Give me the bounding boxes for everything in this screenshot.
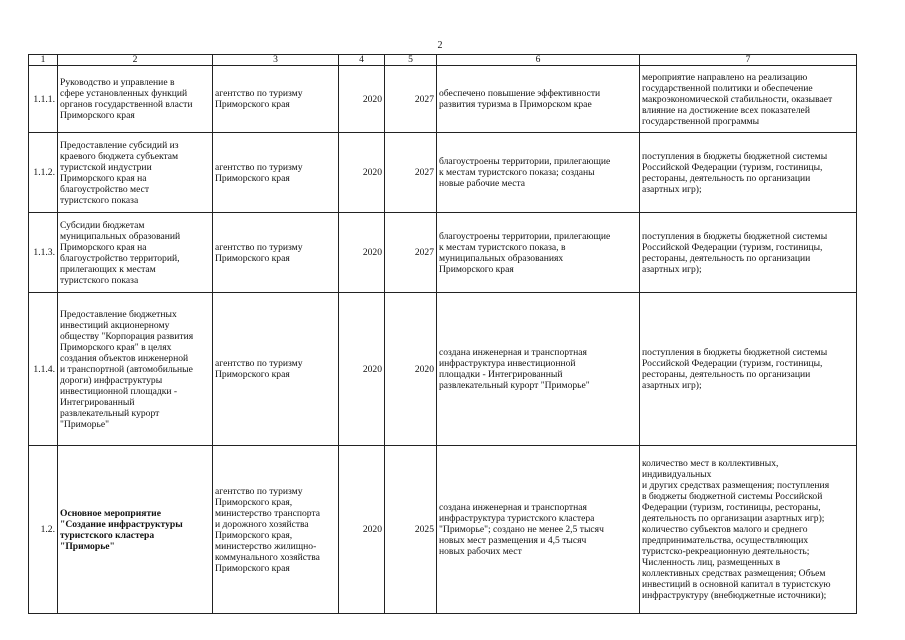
indicators: поступления в бюджеты бюджетной системы Российской Федерации (туризм, гостиницы, рестораны, деятельность по организации азартных игр); (640, 293, 857, 446)
expected-result: обеспечено повышение эффективности развития туризма в Приморском крае (437, 66, 640, 133)
executor: агентство по туризму Приморского края (213, 66, 339, 133)
indicators: поступления в бюджеты бюджетной системы Российской Федерации (туризм, гостиницы, рестораны, деятельность по организации азартных игр); (640, 213, 857, 293)
activity-name: Предоставление субсидий из краевого бюджета субъектам туристской индустрии Приморского края на благоустройство мест туристского показа (58, 133, 213, 213)
col-header-5: 5 (385, 55, 437, 66)
start-year: 2020 (339, 66, 385, 133)
activities-table (28, 54, 857, 614)
row-code: 1.1.2. (29, 133, 58, 213)
start-year: 2020 (339, 446, 385, 614)
row-code: 1.1.3. (29, 213, 58, 293)
page-number: 2 (437, 40, 443, 51)
activity-name: Основное мероприятие "Создание инфраструктуры туристского кластера "Приморье" (58, 446, 213, 614)
table-row (29, 293, 857, 446)
col-header-2: 2 (58, 55, 213, 66)
indicators: мероприятие направлено на реализацию государственной политики и обеспечение макроэкономической стабильности, оказывает влияние на достижение всех показателей государственной программы (640, 66, 857, 133)
activity-name: Руководство и управление в сфере установленных функций органов государственной власти Приморского края (58, 66, 213, 133)
expected-result: благоустроены территории, прилегающие к местам туристского показа; созданы новые рабочие места (437, 133, 640, 213)
indicators: поступления в бюджеты бюджетной системы Российской Федерации (туризм, гостиницы, рестораны, деятельность по организации азартных игр); (640, 133, 857, 213)
end-year: 2027 (385, 213, 437, 293)
executor: агентство по туризму Приморского края (213, 293, 339, 446)
end-year: 2027 (385, 133, 437, 213)
expected-result: создана инженерная и транспортная инфраструктура туристского кластера "Приморье"; создано не менее 2,5 тысяч новых мест размещения и 4,5 тысяч новых рабочих мест (437, 446, 640, 614)
start-year: 2020 (339, 213, 385, 293)
table-row (29, 213, 857, 293)
row-code: 1.1.1. (29, 66, 58, 133)
start-year: 2020 (339, 293, 385, 446)
expected-result: создана инженерная и транспортная инфраструктура инвестиционной площадки - Интегрированный развлекательный курорт "Приморье" (437, 293, 640, 446)
header-row (29, 55, 857, 66)
end-year: 2027 (385, 66, 437, 133)
end-year: 2025 (385, 446, 437, 614)
activity-name: Предоставление бюджетных инвестиций акционерному обществу "Корпорация развития Приморского края" в целях создания объектов инженерной и транспортной (автомобильные дороги) инфраструктуры инвестиционной площадки - Интегрированный развлекательный курорт "Приморье" (58, 293, 213, 446)
start-year: 2020 (339, 133, 385, 213)
col-header-1: 1 (29, 55, 58, 66)
table-row (29, 446, 857, 614)
row-code: 1.1.4. (29, 293, 58, 446)
col-header-3: 3 (213, 55, 339, 66)
executor: агентство по туризму Приморского края (213, 213, 339, 293)
row-code: 1.2. (29, 446, 58, 614)
executor: агентство по туризму Приморского края, министерство транспорта и дорожного хозяйства Приморского края, министерство жилищно- коммунального хозяйства Приморского края (213, 446, 339, 614)
col-header-4: 4 (339, 55, 385, 66)
col-header-6: 6 (437, 55, 640, 66)
executor: агентство по туризму Приморского края (213, 133, 339, 213)
indicators: количество мест в коллективных, индивидуальных и других средствах размещения; поступления в бюджеты бюджетной системы Российской Федерации (туризм, гостиницы, рестораны, деятельность по организации азартных игр); количество субъектов малого и среднего предпринимательства, осуществляющих туристско-рекреационную деятельность; Численность лиц, размещенных в коллективных средствах размещения; Объем инвестиций в основной капитал в туристскую инфраструктуру (внебюджетные источники); (640, 446, 857, 614)
end-year: 2020 (385, 293, 437, 446)
col-header-7: 7 (640, 55, 857, 66)
table-row (29, 133, 857, 213)
table-row (29, 66, 857, 133)
expected-result: благоустроены территории, прилегающие к местам туристского показа, в муниципальных образованиях Приморского края (437, 213, 640, 293)
activity-name: Субсидии бюджетам муниципальных образований Приморского края на благоустройство территорий, прилегающих к местам туристского показа (58, 213, 213, 293)
